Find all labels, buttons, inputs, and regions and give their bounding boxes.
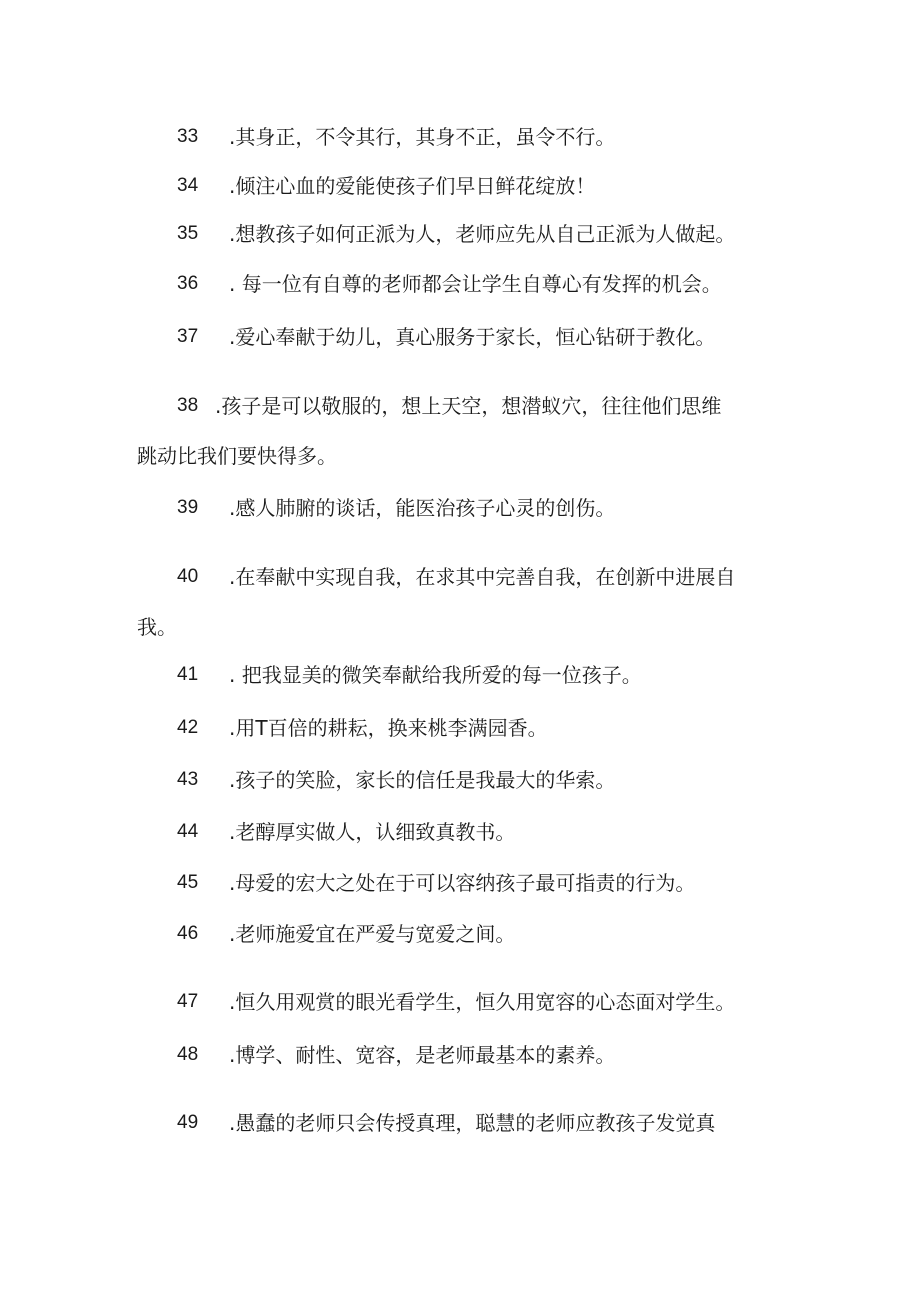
- item-text: .老醇厚实做人，认细致真教书。: [229, 820, 516, 844]
- item-text: . 每一位有自尊的老师都会让学生自尊心有发挥的机会。: [229, 272, 722, 296]
- item-number: 35: [177, 223, 199, 244]
- item-number: 48: [177, 1044, 199, 1065]
- item-number: 42: [177, 717, 199, 738]
- item-text: .其身正，不令其行，其身不正，虽令不行。: [229, 125, 616, 149]
- item-number: 46: [177, 923, 199, 944]
- item-text-continuation: 我。: [137, 615, 177, 639]
- item-number: 37: [177, 326, 199, 347]
- item-number: 40: [177, 566, 199, 587]
- item-number: 47: [177, 991, 199, 1012]
- item-number: 33: [177, 126, 199, 147]
- item-text: .想教孩子如何正派为人，老师应先从自己正派为人做起。: [229, 222, 736, 246]
- item-text-continuation: 跳动比我们要快得多。: [137, 444, 337, 468]
- item-text: .感人肺腑的谈话，能医治孩子心灵的创伤。: [229, 496, 616, 520]
- item-text: .恒久用观赏的眼光看学生，恒久用宽容的心态面对学生。: [229, 990, 736, 1014]
- item-text: .老师施爱宜在严爱与宽爱之间。: [229, 922, 516, 946]
- item-number: 34: [177, 175, 199, 196]
- item-text: .母爱的宏大之处在于可以容纳孩子最可指责的行为。: [229, 871, 696, 895]
- item-number: 36: [177, 273, 199, 294]
- item-text: .倾注心血的爱能使孩子们早日鲜花绽放！: [229, 174, 596, 198]
- item-number: 38: [177, 395, 199, 416]
- item-text: .博学、耐性、宽容，是老师最基本的素养。: [229, 1043, 616, 1067]
- item-number: 45: [177, 872, 199, 893]
- item-text: .用T百倍的耕耘，换来桃李满园香。: [229, 716, 548, 740]
- item-number: 43: [177, 769, 199, 790]
- item-text: .孩子的笑脸，家长的信任是我最大的华索。: [229, 768, 616, 792]
- item-text: .愚蠢的老师只会传授真理，聪慧的老师应教孩子发觉真: [229, 1111, 716, 1135]
- item-number: 44: [177, 821, 199, 842]
- item-text: .孩子是可以敬服的，想上天空，想潜蚁穴，往往他们思维: [215, 394, 722, 418]
- item-number: 39: [177, 497, 199, 518]
- item-number: 41: [177, 664, 199, 685]
- item-text: .在奉献中实现自我，在求其中完善自我，在创新中进展自: [229, 565, 736, 589]
- item-number: 49: [177, 1112, 199, 1133]
- item-text: . 把我显美的微笑奉献给我所爱的每一位孩子。: [229, 663, 642, 687]
- item-text: .爱心奉献于幼儿，真心服务于家长，恒心钻研于教化。: [229, 325, 716, 349]
